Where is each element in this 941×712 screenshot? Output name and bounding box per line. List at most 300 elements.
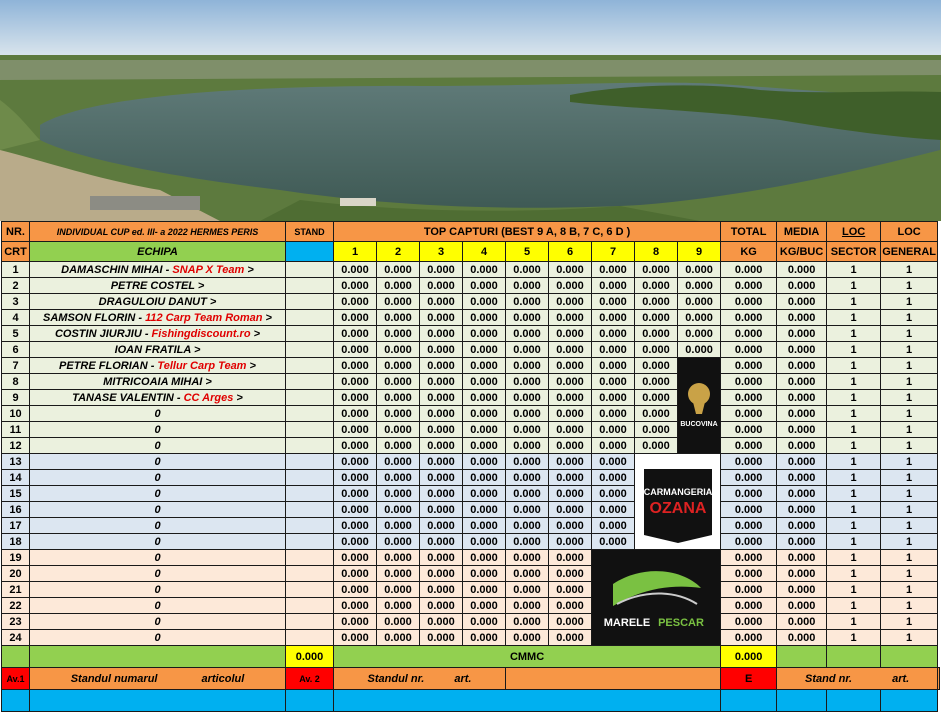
competitor-name: 0 xyxy=(30,486,286,502)
capture-cell: 0.000 xyxy=(678,294,721,310)
total-kg: 0.000 xyxy=(721,374,777,390)
row-number: 15 xyxy=(2,486,30,502)
capture-cell: 0.000 xyxy=(592,518,635,534)
capture-cell: 0.000 xyxy=(377,310,420,326)
capture-cell: 0.000 xyxy=(592,534,635,550)
capture-cell: 0.000 xyxy=(549,614,592,630)
stand-cell xyxy=(286,550,334,566)
capture-cell: 0.000 xyxy=(506,310,549,326)
table-row xyxy=(2,550,940,566)
competitor-name: PETRE FLORIAN - Tellur Carp Team > xyxy=(30,358,286,374)
nr-header: NR. xyxy=(2,222,30,242)
loc-general: 1 xyxy=(881,502,938,518)
capture-cell: 0.000 xyxy=(420,486,463,502)
capture-cell: 0.000 xyxy=(420,438,463,454)
capture-cell: 0.000 xyxy=(549,326,592,342)
row-number: 22 xyxy=(2,598,30,614)
capture-cell: 0.000 xyxy=(549,502,592,518)
table-row xyxy=(2,518,940,534)
media-kgbuc: 0.000 xyxy=(777,326,827,342)
capture-cell: 0.000 xyxy=(334,550,377,566)
competitor-name: 0 xyxy=(30,598,286,614)
stand-cell xyxy=(286,470,334,486)
loc-sector: 1 xyxy=(827,438,881,454)
media-header: MEDIA xyxy=(777,222,827,242)
media-kgbuc: 0.000 xyxy=(777,374,827,390)
capture-cell: 0.000 xyxy=(549,582,592,598)
capture-cell: 0.000 xyxy=(334,502,377,518)
row-number: 12 xyxy=(2,438,30,454)
loc-sector-header: LOC xyxy=(827,222,881,242)
loc-sector: 1 xyxy=(827,470,881,486)
competitor-name: 0 xyxy=(30,614,286,630)
cmmc-label: CMMC xyxy=(334,646,721,668)
capture-cell: 0.000 xyxy=(463,502,506,518)
loc-sector: 1 xyxy=(827,566,881,582)
capture-cell: 0.000 xyxy=(592,470,635,486)
total-kg: 0.000 xyxy=(721,310,777,326)
capture-cell: 0.000 xyxy=(463,566,506,582)
row-number: 5 xyxy=(2,326,30,342)
competitor-name: IOAN FRATILA > xyxy=(30,342,286,358)
capture-cell: 0.000 xyxy=(377,630,420,646)
capture-cell: 0.000 xyxy=(334,582,377,598)
total-kg: 0.000 xyxy=(721,630,777,646)
media-kgbuc: 0.000 xyxy=(777,454,827,470)
capture-cell: 0.000 xyxy=(334,390,377,406)
footer-row xyxy=(2,668,940,690)
capture-cell: 0.000 xyxy=(549,374,592,390)
capture-cell: 0.000 xyxy=(592,310,635,326)
av2-label: Av. 2 xyxy=(286,668,334,690)
row-number: 9 xyxy=(2,390,30,406)
capture-cell: 0.000 xyxy=(463,358,506,374)
stand-cell xyxy=(286,326,334,342)
kg-total: 0.000 xyxy=(721,646,777,668)
stand-cell xyxy=(286,310,334,326)
loc-sector: 1 xyxy=(827,278,881,294)
capture-cell: 0.000 xyxy=(506,422,549,438)
capture-cell: 0.000 xyxy=(420,262,463,278)
capture-cell: 0.000 xyxy=(592,438,635,454)
capture-cell: 0.000 xyxy=(463,518,506,534)
capture-cell: 0.000 xyxy=(549,598,592,614)
col-header-3: 3 xyxy=(420,242,463,262)
loc-sector: 1 xyxy=(827,326,881,342)
capture-cell: 0.000 xyxy=(463,630,506,646)
loc-sector: 1 xyxy=(827,358,881,374)
capture-cell: 0.000 xyxy=(635,374,678,390)
loc-general: 1 xyxy=(881,278,938,294)
capture-cell: 0.000 xyxy=(420,582,463,598)
capture-cell: 0.000 xyxy=(463,550,506,566)
total-kg: 0.000 xyxy=(721,262,777,278)
total-kg: 0.000 xyxy=(721,550,777,566)
capture-cell: 0.000 xyxy=(377,518,420,534)
capture-cell: 0.000 xyxy=(420,406,463,422)
capture-cell: 0.000 xyxy=(592,374,635,390)
capture-cell: 0.000 xyxy=(420,614,463,630)
capture-cell: 0.000 xyxy=(420,630,463,646)
total-kg: 0.000 xyxy=(721,454,777,470)
capture-cell: 0.000 xyxy=(334,278,377,294)
col-header-2: 2 xyxy=(377,242,420,262)
loc-sector: 1 xyxy=(827,598,881,614)
competitor-name: 0 xyxy=(30,550,286,566)
capture-cell: 0.000 xyxy=(420,566,463,582)
capture-cell: 0.000 xyxy=(635,278,678,294)
capture-cell: 0.000 xyxy=(420,454,463,470)
capture-cell: 0.000 xyxy=(549,630,592,646)
capture-cell: 0.000 xyxy=(635,310,678,326)
stand-cell xyxy=(286,598,334,614)
capture-cell: 0.000 xyxy=(377,390,420,406)
table-row xyxy=(2,534,940,550)
summary-row xyxy=(2,646,940,668)
row-number: 21 xyxy=(2,582,30,598)
capture-cell: 0.000 xyxy=(463,310,506,326)
total-kg: 0.000 xyxy=(721,390,777,406)
total-kg: 0.000 xyxy=(721,294,777,310)
capture-cell: 0.000 xyxy=(635,358,678,374)
total-kg: 0.000 xyxy=(721,358,777,374)
capture-cell: 0.000 xyxy=(592,326,635,342)
row-number: 1 xyxy=(2,262,30,278)
stand-cell xyxy=(286,390,334,406)
table-row xyxy=(2,374,940,390)
capture-cell: 0.000 xyxy=(420,326,463,342)
capture-cell: 0.000 xyxy=(377,598,420,614)
stand-cell xyxy=(286,358,334,374)
capture-cell: 0.000 xyxy=(420,342,463,358)
capture-cell: 0.000 xyxy=(463,374,506,390)
total-kg: 0.000 xyxy=(721,534,777,550)
media-kgbuc: 0.000 xyxy=(777,486,827,502)
capture-cell: 0.000 xyxy=(420,374,463,390)
media-kgbuc: 0.000 xyxy=(777,518,827,534)
competitor-name: PETRE COSTEL > xyxy=(30,278,286,294)
row-number: 20 xyxy=(2,566,30,582)
loc-general: 1 xyxy=(881,262,938,278)
competitor-name: 0 xyxy=(30,566,286,582)
capture-cell: 0.000 xyxy=(506,342,549,358)
stand-cell xyxy=(286,294,334,310)
competitor-name: COSTIN JIURJIU - Fishingdiscount.ro > xyxy=(30,326,286,342)
capture-cell: 0.000 xyxy=(334,614,377,630)
row-number: 19 xyxy=(2,550,30,566)
col-header-4: 4 xyxy=(463,242,506,262)
capture-cell: 0.000 xyxy=(377,262,420,278)
stand-cell xyxy=(286,374,334,390)
total-kg: 0.000 xyxy=(721,502,777,518)
total-kg: 0.000 xyxy=(721,326,777,342)
capture-cell: 0.000 xyxy=(463,390,506,406)
competitor-name: 0 xyxy=(30,438,286,454)
capture-cell: 0.000 xyxy=(420,470,463,486)
capture-cell: 0.000 xyxy=(506,454,549,470)
table-row xyxy=(2,614,940,630)
capture-cell: 0.000 xyxy=(463,422,506,438)
capture-cell: 0.000 xyxy=(678,262,721,278)
general-header: GENERAL xyxy=(881,242,938,262)
loc-sector: 1 xyxy=(827,390,881,406)
loc-general: 1 xyxy=(881,566,938,582)
media-kgbuc: 0.000 xyxy=(777,262,827,278)
col-header-9: 9 xyxy=(678,242,721,262)
table-row xyxy=(2,294,940,310)
capture-cell: 0.000 xyxy=(463,326,506,342)
table-row xyxy=(2,278,940,294)
capture-cell: 0.000 xyxy=(334,422,377,438)
capture-cell: 0.000 xyxy=(549,486,592,502)
e-label: E xyxy=(721,668,777,690)
header-row-2 xyxy=(2,242,940,262)
capture-cell: 0.000 xyxy=(463,582,506,598)
media-kgbuc: 0.000 xyxy=(777,470,827,486)
loc-sector: 1 xyxy=(827,406,881,422)
stand-cell xyxy=(286,518,334,534)
loc-sector: 1 xyxy=(827,262,881,278)
table-row xyxy=(2,470,940,486)
media-kgbuc: 0.000 xyxy=(777,358,827,374)
media-kgbuc: 0.000 xyxy=(777,534,827,550)
stand-cell xyxy=(286,502,334,518)
capture-cell: 0.000 xyxy=(592,422,635,438)
kg-header: KG xyxy=(721,242,777,262)
media-kgbuc: 0.000 xyxy=(777,566,827,582)
capture-cell: 0.000 xyxy=(334,486,377,502)
capture-cell: 0.000 xyxy=(334,454,377,470)
loc-sector: 1 xyxy=(827,486,881,502)
capture-cell: 0.000 xyxy=(592,502,635,518)
capture-cell: 0.000 xyxy=(334,406,377,422)
capture-cell: 0.000 xyxy=(377,454,420,470)
capture-cell: 0.000 xyxy=(506,614,549,630)
capture-cell: 0.000 xyxy=(334,374,377,390)
media-kgbuc: 0.000 xyxy=(777,390,827,406)
col-header-6: 6 xyxy=(549,242,592,262)
capture-cell: 0.000 xyxy=(506,518,549,534)
capture-cell: 0.000 xyxy=(506,406,549,422)
loc-sector: 1 xyxy=(827,454,881,470)
loc-general: 1 xyxy=(881,550,938,566)
capture-cell: 0.000 xyxy=(592,390,635,406)
total-kg: 0.000 xyxy=(721,278,777,294)
table-row xyxy=(2,358,940,374)
capture-cell: 0.000 xyxy=(506,470,549,486)
capture-cell: 0.000 xyxy=(506,438,549,454)
capture-cell: 0.000 xyxy=(420,502,463,518)
capture-cell: 0.000 xyxy=(463,614,506,630)
table-row xyxy=(2,390,940,406)
competitor-name: 0 xyxy=(30,422,286,438)
capture-cell: 0.000 xyxy=(549,438,592,454)
col-header-8: 8 xyxy=(635,242,678,262)
stand-cell xyxy=(286,278,334,294)
competitor-name: 0 xyxy=(30,582,286,598)
capture-cell: 0.000 xyxy=(463,534,506,550)
svg-text:PESCAR: PESCAR xyxy=(658,616,704,629)
capture-cell: 0.000 xyxy=(549,358,592,374)
competitor-name: TANASE VALENTIN - CC Arges > xyxy=(30,390,286,406)
media-kgbuc: 0.000 xyxy=(777,438,827,454)
media-kgbuc: 0.000 xyxy=(777,342,827,358)
capture-cell: 0.000 xyxy=(549,534,592,550)
capture-cell: 0.000 xyxy=(678,342,721,358)
row-number: 14 xyxy=(2,470,30,486)
capture-cell: 0.000 xyxy=(334,518,377,534)
loc-general: 1 xyxy=(881,406,938,422)
capture-cell: 0.000 xyxy=(377,358,420,374)
loc-sector: 1 xyxy=(827,422,881,438)
row-number: 18 xyxy=(2,534,30,550)
loc-general: 1 xyxy=(881,326,938,342)
capture-cell: 0.000 xyxy=(506,326,549,342)
loc-general: 1 xyxy=(881,534,938,550)
capture-cell: 0.000 xyxy=(506,278,549,294)
capture-cell: 0.000 xyxy=(334,294,377,310)
loc-sector: 1 xyxy=(827,630,881,646)
capture-cell: 0.000 xyxy=(377,566,420,582)
competition-title: INDIVIDUAL CUP ed. III- a 2022 HERMES PERIS xyxy=(30,222,286,242)
table-row xyxy=(2,454,940,470)
total-kg: 0.000 xyxy=(721,566,777,582)
stand-cell xyxy=(286,630,334,646)
capture-cell: 0.000 xyxy=(463,598,506,614)
media-kgbuc: 0.000 xyxy=(777,406,827,422)
stand-cell xyxy=(286,486,334,502)
capture-cell: 0.000 xyxy=(463,470,506,486)
capture-cell: 0.000 xyxy=(635,390,678,406)
capture-cell: 0.000 xyxy=(678,278,721,294)
sector-header: SECTOR xyxy=(827,242,881,262)
capture-cell: 0.000 xyxy=(420,390,463,406)
capture-cell: 0.000 xyxy=(506,550,549,566)
competitor-name: 0 xyxy=(30,630,286,646)
capture-cell: 0.000 xyxy=(377,342,420,358)
row-number: 4 xyxy=(2,310,30,326)
top-captures-header: TOP CAPTURI (BEST 9 A, 8 B, 7 C, 6 D ) xyxy=(334,222,721,242)
capture-cell: 0.000 xyxy=(506,262,549,278)
capture-cell: 0.000 xyxy=(506,390,549,406)
capture-cell: 0.000 xyxy=(549,422,592,438)
capture-cell: 0.000 xyxy=(420,598,463,614)
stand-cell xyxy=(286,582,334,598)
row-number: 24 xyxy=(2,630,30,646)
capture-cell: 0.000 xyxy=(635,438,678,454)
capture-cell: 0.000 xyxy=(334,630,377,646)
competitor-name: DAMASCHIN MIHAI - SNAP X Team > xyxy=(30,262,286,278)
marele-pescar-logo xyxy=(592,550,721,646)
capture-cell: 0.000 xyxy=(506,294,549,310)
row-number: 23 xyxy=(2,614,30,630)
row-number: 6 xyxy=(2,342,30,358)
capture-cell: 0.000 xyxy=(592,486,635,502)
capture-cell: 0.000 xyxy=(334,470,377,486)
capture-cell: 0.000 xyxy=(377,326,420,342)
capture-cell: 0.000 xyxy=(549,470,592,486)
total-kg: 0.000 xyxy=(721,406,777,422)
capture-cell: 0.000 xyxy=(420,294,463,310)
capture-cell: 0.000 xyxy=(334,310,377,326)
col-header-5: 5 xyxy=(506,242,549,262)
media-kgbuc: 0.000 xyxy=(777,630,827,646)
capture-cell: 0.000 xyxy=(463,342,506,358)
capture-cell: 0.000 xyxy=(592,262,635,278)
bucovina-logo xyxy=(678,358,721,454)
total-kg: 0.000 xyxy=(721,486,777,502)
stand-blank xyxy=(286,242,334,262)
capture-cell: 0.000 xyxy=(334,566,377,582)
row-number: 7 xyxy=(2,358,30,374)
capture-cell: 0.000 xyxy=(549,310,592,326)
capture-cell: 0.000 xyxy=(334,358,377,374)
svg-text:MARELE: MARELE xyxy=(603,616,651,629)
capture-cell: 0.000 xyxy=(506,598,549,614)
stand-cell xyxy=(286,454,334,470)
svg-text:BUCOVINA: BUCOVINA xyxy=(680,420,718,428)
total-kg: 0.000 xyxy=(721,614,777,630)
table-row xyxy=(2,502,940,518)
capture-cell: 0.000 xyxy=(549,518,592,534)
loc-general-header: LOC xyxy=(881,222,938,242)
total-kg: 0.000 xyxy=(721,518,777,534)
capture-cell: 0.000 xyxy=(334,438,377,454)
table-row xyxy=(2,630,940,646)
capture-cell: 0.000 xyxy=(549,262,592,278)
capture-cell: 0.000 xyxy=(592,294,635,310)
row-number: 17 xyxy=(2,518,30,534)
capture-cell: 0.000 xyxy=(420,422,463,438)
capture-cell: 0.000 xyxy=(635,342,678,358)
capture-cell: 0.000 xyxy=(463,278,506,294)
capture-cell: 0.000 xyxy=(549,294,592,310)
total-kg: 0.000 xyxy=(721,422,777,438)
capture-cell: 0.000 xyxy=(420,534,463,550)
av1-label: Av.1 xyxy=(2,668,30,690)
capture-cell: 0.000 xyxy=(635,326,678,342)
stand-cell xyxy=(286,438,334,454)
capture-cell: 0.000 xyxy=(420,550,463,566)
row-number: 13 xyxy=(2,454,30,470)
capture-cell: 0.000 xyxy=(334,262,377,278)
standul-articolul: Standul numarul articolul xyxy=(30,668,286,690)
capture-cell: 0.000 xyxy=(678,310,721,326)
capture-cell: 0.000 xyxy=(506,358,549,374)
table-row xyxy=(2,310,940,326)
loc-general: 1 xyxy=(881,630,938,646)
row-number: 11 xyxy=(2,422,30,438)
lake-aerial-photo xyxy=(0,0,941,221)
media-kgbuc: 0.000 xyxy=(777,582,827,598)
svg-text:CARMANGERIA: CARMANGERIA xyxy=(643,486,712,497)
total-header: TOTAL xyxy=(721,222,777,242)
competitor-name: 0 xyxy=(30,518,286,534)
loc-sector: 1 xyxy=(827,614,881,630)
capture-cell: 0.000 xyxy=(506,486,549,502)
media-kgbuc: 0.000 xyxy=(777,422,827,438)
loc-general: 1 xyxy=(881,310,938,326)
capture-cell: 0.000 xyxy=(549,550,592,566)
col-header-1: 1 xyxy=(334,242,377,262)
capture-cell: 0.000 xyxy=(377,422,420,438)
loc-sector: 1 xyxy=(827,550,881,566)
table-row xyxy=(2,326,940,342)
capture-cell: 0.000 xyxy=(463,406,506,422)
capture-cell: 0.000 xyxy=(377,406,420,422)
capture-cell: 0.000 xyxy=(635,262,678,278)
header-row-1 xyxy=(2,222,940,242)
